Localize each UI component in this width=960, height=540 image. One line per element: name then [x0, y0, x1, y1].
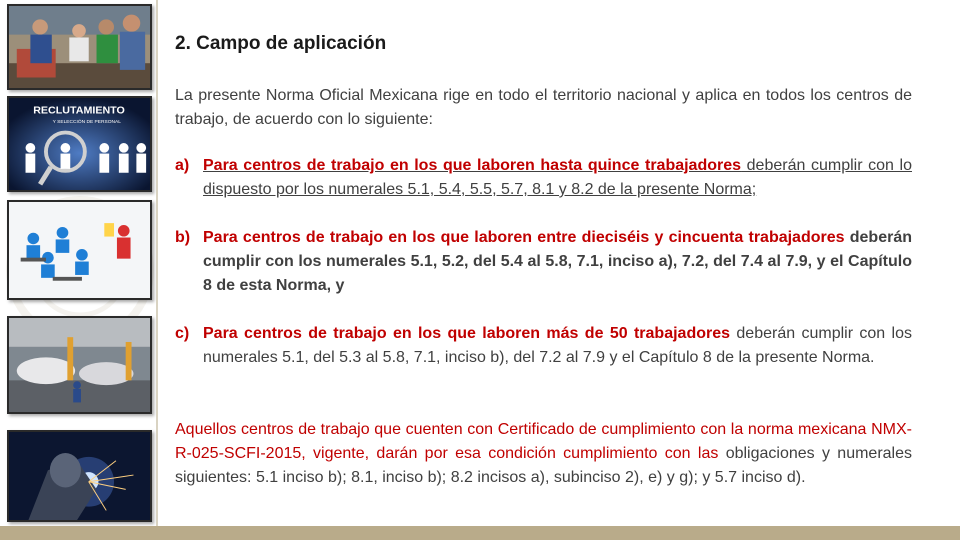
closing-dark-text: obligaciones y numerales siguientes: 5.1 inciso b); 8.1, inciso b); 8.2 incisos a), subinciso 2), e) y g); y 5.7 inciso d). — [175, 445, 913, 486]
item-b-text: deberán cumplir con los numerales 5.1, 5.2, del 5.4 al 5.8, 7.1, inciso a), 7.2, del 7.4 al 7.9, y el Capítulo 8 de esta Norma, y — [203, 229, 912, 294]
item-a-text: deberán cumplir con lo dispuesto por los numerales 5.1, 5.4, 5.5, 5.7, 8.1 y 8.2 de la presente Norma; — [203, 157, 912, 198]
svg-text:Y SELECCIÓN DE PERSONAL: Y SELECCIÓN DE PERSONAL — [52, 119, 121, 125]
list-item-c — [175, 322, 912, 370]
list-item-b — [175, 226, 912, 298]
list-item-a — [175, 154, 912, 202]
photo-meeting-figures — [7, 200, 152, 300]
item-a-highlight: Para centros de trabajo en los que laboren hasta quince trabajadores — [203, 157, 742, 174]
closing-red-text: Aquellos centros de trabajo que cuenten con Certificado de cumplimiento con la norma mexicana NMX-R-025-SCFI-2015, vigente, darán por esa condición cumplimiento con las — [175, 421, 912, 462]
list-marker-b: b) — [175, 229, 191, 246]
list-marker-a: a) — [175, 157, 190, 174]
photo-recruitment — [7, 96, 152, 192]
page-title: 2. Campo de aplicación — [175, 33, 387, 54]
bottom-band — [0, 526, 960, 540]
item-c-text: deberán cumplir con los numerales 5.1, del 5.3 al 5.8, 7.1, inciso b), del 7.2 al 7.9 y el Capítulo 8 de la presente Norma. — [203, 325, 913, 366]
photo-welder — [7, 430, 152, 522]
list-marker-c: c) — [175, 325, 190, 342]
item-b-highlight: Para centros de trabajo en los que laboren entre dieciséis y cincuenta trabajadores — [203, 229, 845, 246]
vertical-divider — [156, 0, 158, 528]
closing-paragraph — [175, 418, 912, 490]
photo-car-factory — [7, 316, 152, 414]
svg-text:RECLUTAMIENTO: RECLUTAMIENTO — [33, 104, 125, 117]
item-c-highlight: Para centros de trabajo en los que laboren más de 50 trabajadores — [203, 325, 731, 342]
photo-workers — [7, 4, 152, 90]
intro-paragraph: La presente Norma Oficial Mexicana rige en todo el territorio nacional y aplica en todos los centros de trabajo, de acuerdo con lo siguiente: — [175, 87, 912, 128]
